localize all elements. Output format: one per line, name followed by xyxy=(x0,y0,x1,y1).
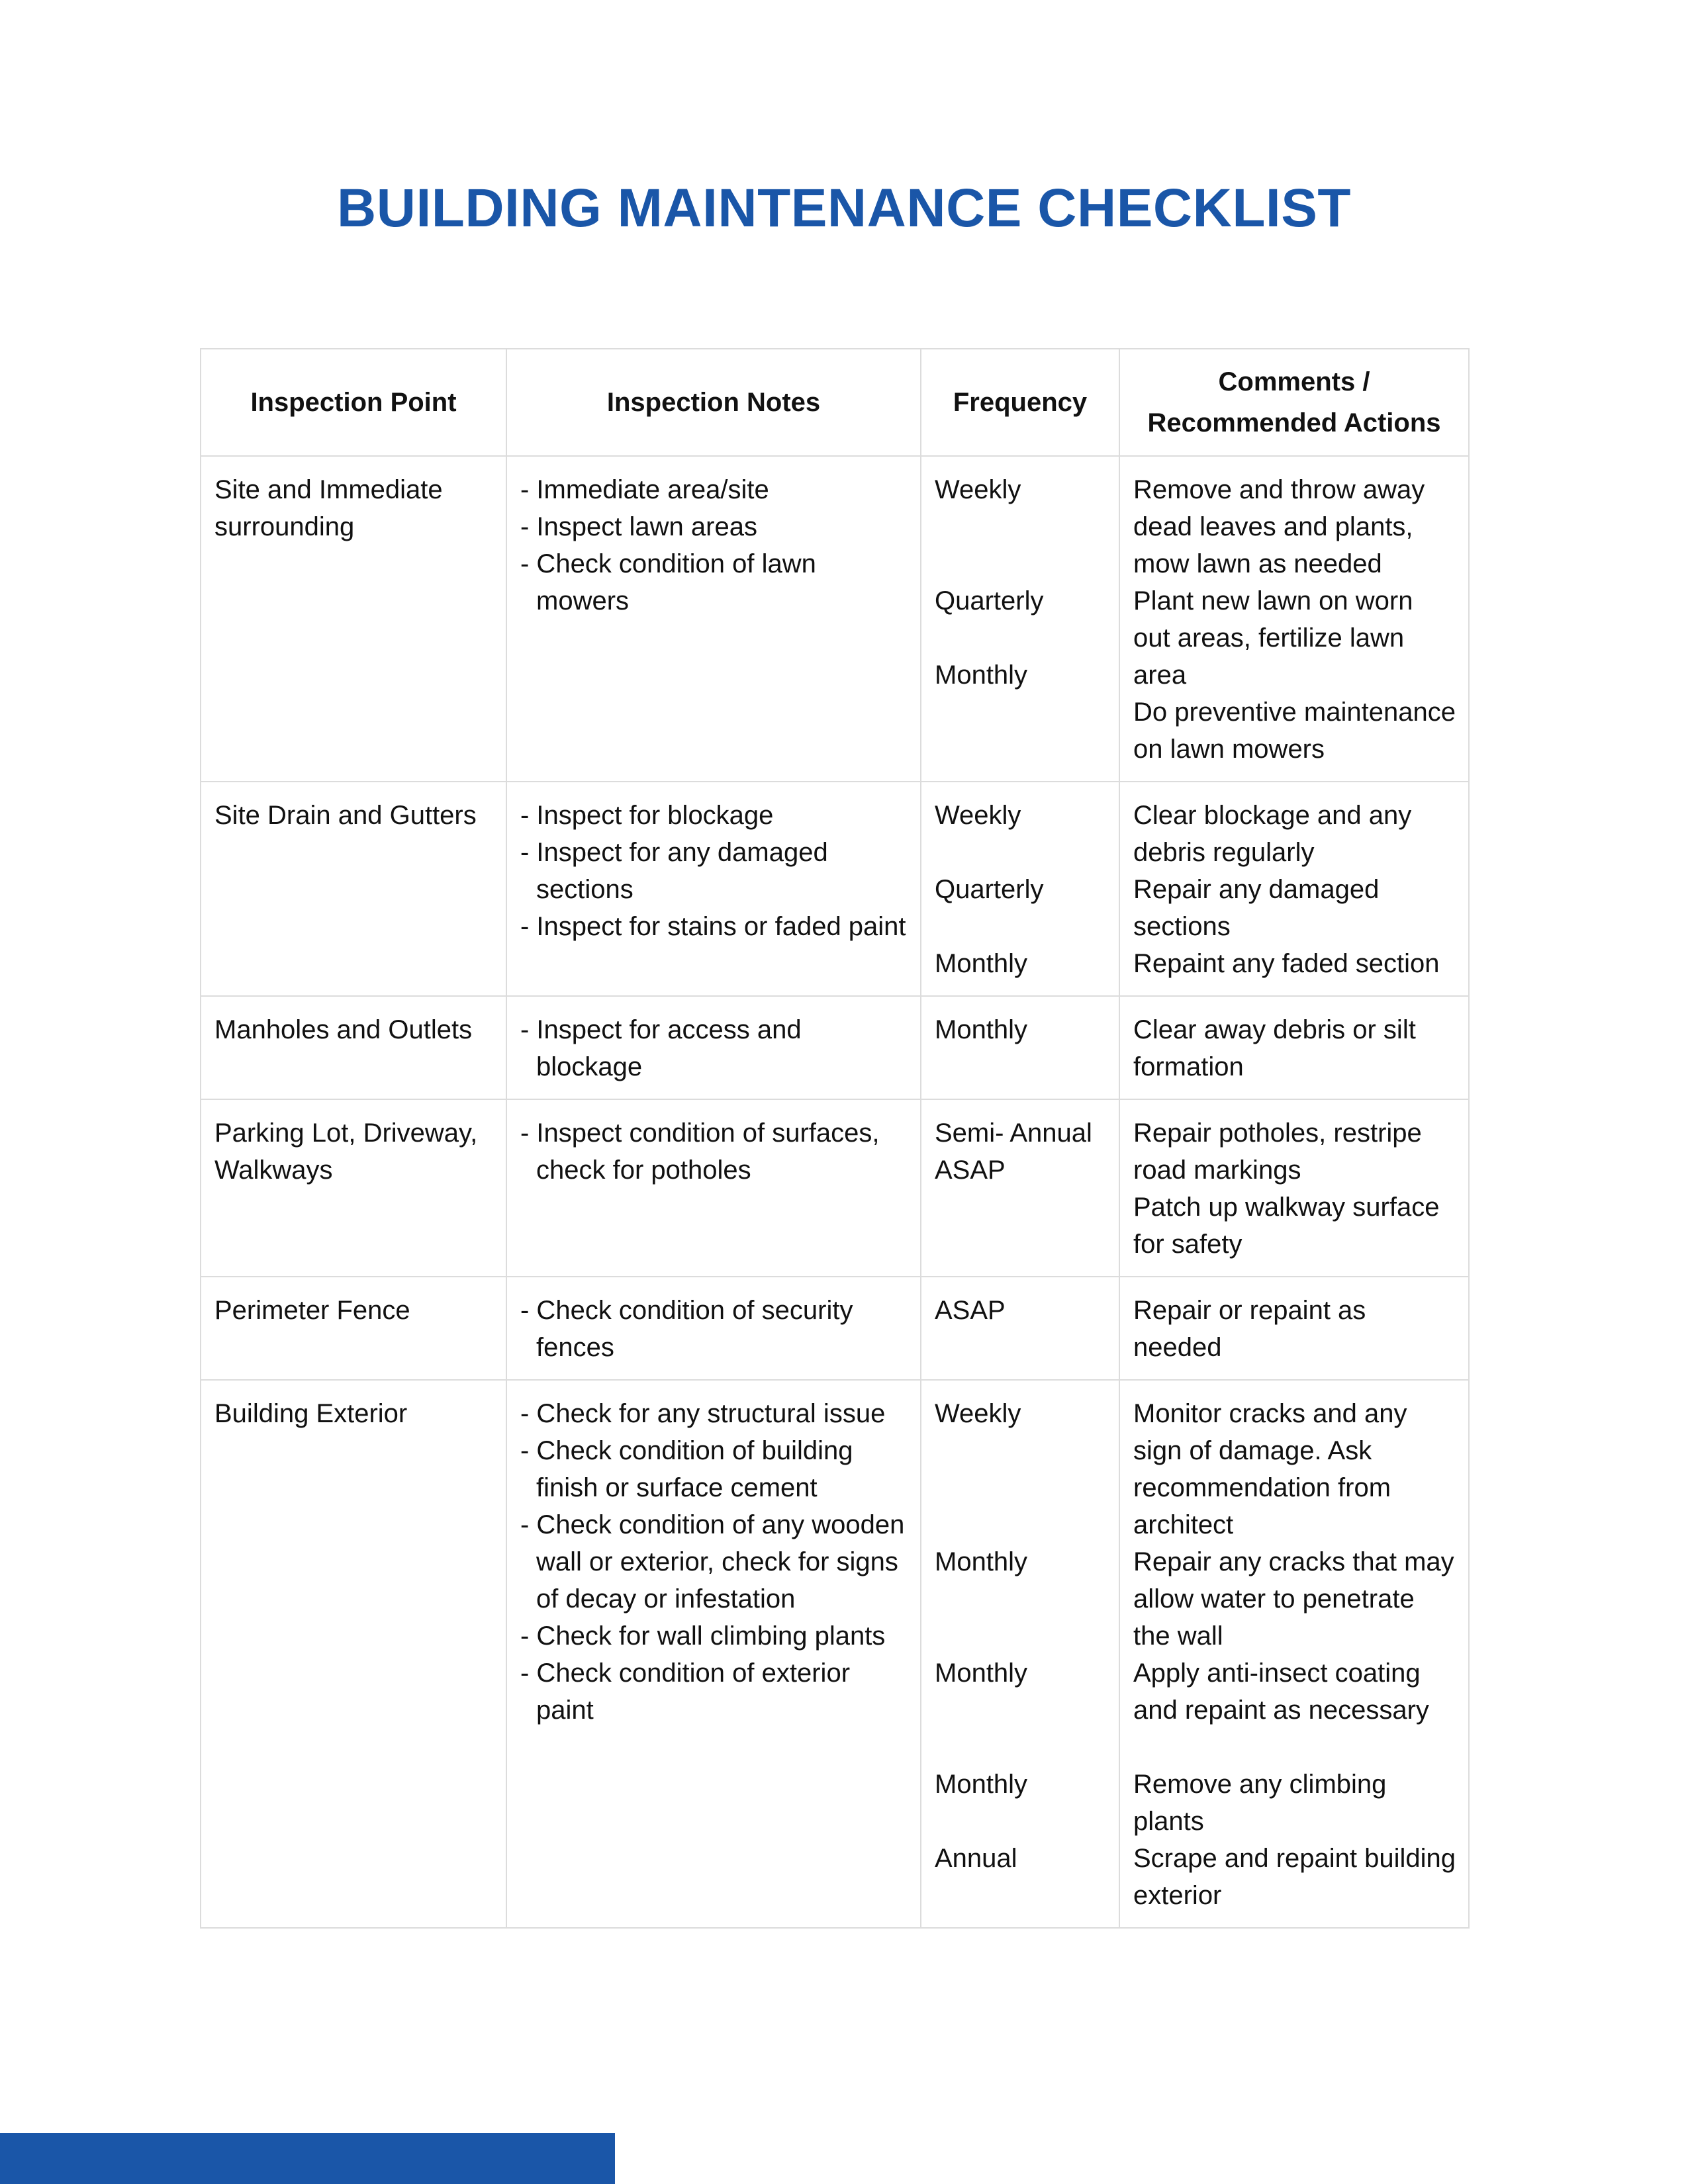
frequency-spacer xyxy=(935,619,1107,657)
frequency-spacer xyxy=(935,1803,1107,1840)
footer-accent-bar xyxy=(0,2133,615,2184)
frequency-spacer xyxy=(935,1617,1107,1655)
inspection-notes-cell xyxy=(506,1099,921,1277)
comment-item: Repaint any faded section xyxy=(1133,949,1440,978)
comments-cell xyxy=(1119,996,1469,1099)
frequency-spacer xyxy=(935,1432,1107,1469)
note-item: - Inspect for access and blockage xyxy=(520,1015,802,1081)
table-row xyxy=(201,456,1469,782)
note-item: - Check for any structural issue xyxy=(520,1399,886,1428)
frequency-item: Monthly xyxy=(935,1547,1028,1576)
frequency-cell xyxy=(921,1380,1119,1928)
comment-item: Remove any climbing plants xyxy=(1133,1770,1387,1836)
comments-cell xyxy=(1119,1380,1469,1928)
frequency-spacer xyxy=(935,834,1107,871)
frequency-cell xyxy=(921,456,1119,782)
inspection-point-cell: Perimeter Fence xyxy=(201,1277,506,1380)
checklist-table xyxy=(200,348,1470,1929)
note-item: - Check condition of any wooden wall or exterior, check for signs of decay or infestation xyxy=(520,1510,905,1614)
table-row xyxy=(201,782,1469,996)
frequency-spacer xyxy=(935,1729,1107,1766)
note-item: - Inspect lawn areas xyxy=(520,512,757,541)
frequency-item: Semi- Annual xyxy=(935,1118,1092,1148)
frequency-item: Monthly xyxy=(935,1015,1028,1044)
comment-item: Repair or repaint as needed xyxy=(1133,1296,1366,1362)
comment-item: Clear away debris or silt formation xyxy=(1133,1015,1416,1081)
note-item: - Inspect for any damaged sections xyxy=(520,838,828,904)
note-item: - Check condition of building finish or surface cement xyxy=(520,1436,853,1502)
inspection-notes-cell xyxy=(506,996,921,1099)
frequency-cell xyxy=(921,782,1119,996)
note-item: - Check condition of security fences xyxy=(520,1296,853,1362)
inspection-point-cell: Site Drain and Gutters xyxy=(201,782,506,996)
table-row xyxy=(201,1277,1469,1380)
frequency-item: Annual xyxy=(935,1844,1017,1873)
note-item: - Inspect for blockage xyxy=(520,801,774,830)
header-inspection-point: Inspection Point xyxy=(201,349,506,456)
table-row xyxy=(201,996,1469,1099)
header-inspection-notes: Inspection Notes xyxy=(506,349,921,456)
comment-item: Repair any cracks that may allow water to penetrate the wall xyxy=(1133,1547,1454,1651)
table-row xyxy=(201,1099,1469,1277)
header-comments: Comments / Recommended Actions xyxy=(1119,349,1469,456)
inspection-point-cell: Parking Lot, Driveway, Walkways xyxy=(201,1099,506,1277)
inspection-point-cell: Manholes and Outlets xyxy=(201,996,506,1099)
frequency-item: Monthly xyxy=(935,660,1028,690)
inspection-point-cell: Building Exterior xyxy=(201,1380,506,1928)
frequency-item: Monthly xyxy=(935,949,1028,978)
frequency-item: ASAP xyxy=(935,1156,1006,1185)
frequency-item: Weekly xyxy=(935,1399,1021,1428)
note-item: - Check condition of lawn mowers xyxy=(520,549,816,615)
frequency-spacer xyxy=(935,1469,1107,1506)
frequency-spacer xyxy=(935,1580,1107,1617)
note-item: - Immediate area/site xyxy=(520,475,769,504)
frequency-spacer xyxy=(935,508,1107,545)
comment-item: Scrape and repaint building exterior xyxy=(1133,1844,1456,1910)
comment-item: Apply anti-insect coating and repaint as necessary xyxy=(1133,1659,1429,1725)
comment-item: Plant new lawn on worn out areas, fertilize lawn area xyxy=(1133,586,1413,690)
inspection-notes-cell xyxy=(506,1380,921,1928)
frequency-spacer xyxy=(935,1692,1107,1729)
comments-cell xyxy=(1119,1277,1469,1380)
frequency-item: Monthly xyxy=(935,1770,1028,1799)
inspection-notes-cell xyxy=(506,1277,921,1380)
comment-item: Patch up walkway surface for safety xyxy=(1133,1193,1440,1259)
note-item: - Inspect condition of surfaces, check for potholes xyxy=(520,1118,880,1185)
comment-item: Do preventive maintenance on lawn mowers xyxy=(1133,698,1456,764)
document-title: BUILDING MAINTENANCE CHECKLIST xyxy=(337,178,1351,238)
comment-item: Repair any damaged sections xyxy=(1133,875,1380,941)
frequency-item: Weekly xyxy=(935,475,1021,504)
note-item: - Inspect for stains or faded paint xyxy=(520,912,906,941)
frequency-item: ASAP xyxy=(935,1296,1006,1325)
frequency-spacer xyxy=(935,908,1107,945)
inspection-notes-cell xyxy=(506,782,921,996)
inspection-point-cell: Site and Immediate surrounding xyxy=(201,456,506,782)
frequency-item: Quarterly xyxy=(935,875,1044,904)
frequency-cell xyxy=(921,1277,1119,1380)
comment-spacer xyxy=(1133,1729,1456,1766)
frequency-item: Weekly xyxy=(935,801,1021,830)
comments-cell xyxy=(1119,1099,1469,1277)
comment-item: Monitor cracks and any sign of damage. Ask recommendation from architect xyxy=(1133,1399,1407,1539)
table-header-row xyxy=(201,349,1469,456)
comments-cell xyxy=(1119,456,1469,782)
comment-item: Remove and throw away dead leaves and plants, mow lawn as needed xyxy=(1133,475,1425,578)
header-frequency: Frequency xyxy=(921,349,1119,456)
note-item: - Check condition of exterior paint xyxy=(520,1659,851,1725)
comment-item: Clear blockage and any debris regularly xyxy=(1133,801,1412,867)
table-row xyxy=(201,1380,1469,1928)
comment-item: Repair potholes, restripe road markings xyxy=(1133,1118,1422,1185)
frequency-spacer xyxy=(935,1506,1107,1543)
frequency-cell xyxy=(921,996,1119,1099)
frequency-item: Quarterly xyxy=(935,586,1044,615)
frequency-item: Monthly xyxy=(935,1659,1028,1688)
note-item: - Check for wall climbing plants xyxy=(520,1621,886,1651)
comments-cell xyxy=(1119,782,1469,996)
frequency-cell xyxy=(921,1099,1119,1277)
inspection-notes-cell xyxy=(506,456,921,782)
frequency-spacer xyxy=(935,545,1107,582)
